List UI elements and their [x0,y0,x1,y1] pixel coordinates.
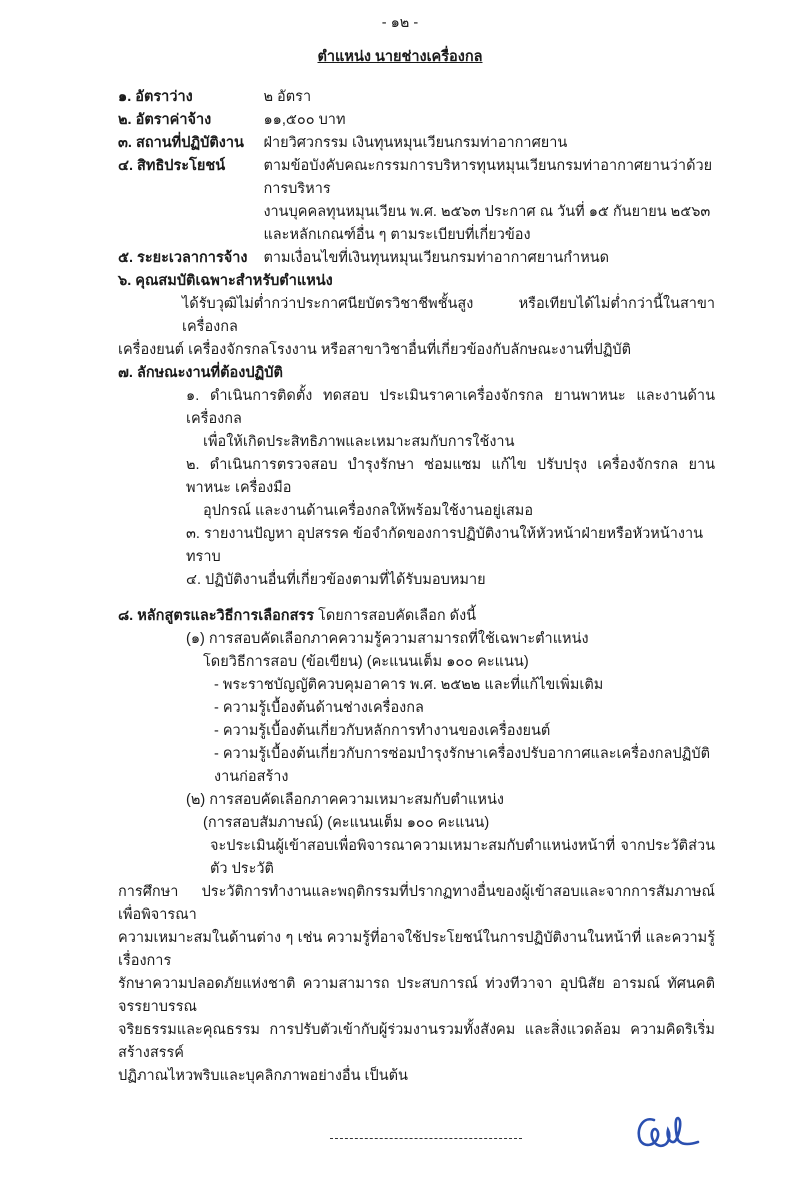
section-heading: ๗. ลักษณะงานที่ต้องปฏิบัติ [118,365,283,381]
page-title: ตำแหน่ง นายช่างเครื่องกล [317,49,483,65]
duty-line: ๒. ดำเนินการตรวจสอบ บำรุงรักษา ซ่อมแซม แก้ไข ปรับปรุง เครื่องจักรกล ยานพาหนะ เครื่องมือ [186,457,715,496]
position-details [118,86,715,270]
exam-topic: - ความรู้เบื้องต้นเกี่ยวกับหลักการทำงานของเครื่องยนต์ [214,723,551,739]
item-value-block [263,155,715,247]
paragraph-line: จริยธรรมและคุณธรรม การปรับตัวเข้ากับผู้ร่วมงานรวมทั้งสังคม และสิ่งแวดล้อม ความคิดริเริ่มสร้างสรรค์ [118,1022,715,1061]
duty-line: เพื่อให้เกิดประสิทธิภาพและเหมาะสมกับการใช้งาน [203,434,515,450]
end-divider [330,1138,522,1139]
paragraph-line: ความเหมาะสมในด้านต่าง ๆ เช่น ความรู้ที่อาจใช้ประโยชน์ในการปฏิบัติงานในหน้าที่ และความรู้เรื่องการ [118,930,715,969]
exam-method: โดยวิธีการสอบ (ข้อเขียน) (คะแนนเต็ม ๑๐๐ คะแนน) [203,654,529,670]
item-value: ตามเงื่อนไขที่เงินทุนหมุนเวียนกรมท่าอากาศยานกำหนด [263,250,610,266]
item-value: งานบุคคลทุนหมุนเวียน พ.ศ. ๒๕๖๓ ประกาศ ณ วันที่ ๑๕ กันยายน ๒๕๖๓ [263,204,711,220]
section8-heading-row [118,605,715,628]
duty-line: ๔. ปฏิบัติงานอื่นที่เกี่ยวข้องตามที่ได้รับมอบหมาย [186,572,486,588]
exam-topic: - พระราชบัญญัติควบคุมอาคาร พ.ศ. ๒๕๒๒ และที่แก้ไขเพิ่มเติม [214,677,604,693]
duty-line: ๑. ดำเนินการติดตั้ง ทดสอบ ประเมินราคาเครื่องจักรกล ยานพาหนะ และงานด้านเครื่องกล [186,388,715,427]
duty-line: อุปกรณ์ และงานด้านเครื่องกลให้พร้อมใช้งานอยู่เสมอ [203,503,534,519]
exam-part-title: (๒) การสอบคัดเลือกภาคความเหมาะสมกับตำแหน่ง [186,792,504,808]
item-value: และหลักเกณฑ์อื่น ๆ ตามระเบียบที่เกี่ยวข้อง [263,227,531,243]
paragraph-line: ได้รับวุฒิไม่ต่ำกว่าประกาศนียบัตรวิชาชีพชั้นสูง หรือเทียบได้ไม่ต่ำกว่านี้ในสาขาเครื่องกล [182,296,715,335]
paragraph-line: จะประเมินผู้เข้าสอบเพื่อพิจารณาความเหมาะสมกับตำแหน่งหน้าที่ จากประวัติส่วนตัว ประวัติ [210,838,715,877]
section-heading: ๘. หลักสูตรและวิธีการเลือกสรร [118,608,314,624]
paragraph-line: เครื่องยนต์ เครื่องจักรกลโรงงาน หรือสาขาวิชาอื่นที่เกี่ยวข้องกับลักษณะงานที่ปฏิบัติ [118,342,632,358]
item-value: ๑๑,๕๐๐ บาท [263,112,346,128]
exam-topic: - ความรู้เบื้องต้นด้านช่างเครื่องกล [214,700,424,716]
exam-topic: - ความรู้เบื้องต้นเกี่ยวกับการซ่อมบำรุงรักษาเครื่องปรับอากาศและเครื่องกลปฏิบัติงานก่อสร้าง [214,746,711,785]
item-label: ๓. สถานที่ปฏิบัติงาน [118,135,244,151]
duty-line: ๓. รายงานปัญหา อุปสรรค ข้อจำกัดของการปฏิบัติงานให้หัวหน้าฝ่ายหรือหัวหน้างานทราบ [186,526,704,565]
item-value: ฝ่ายวิศวกรรม เงินทุนหมุนเวียนกรมท่าอากาศยาน [263,135,568,151]
page-number: - ๑๒ - [381,15,419,31]
item-label: ๑. อัตราว่าง [118,89,193,105]
page-footer [118,1102,715,1162]
paragraph-line: การศึกษา ประวัติการทำงานและพฤติกรรมที่ปรากฏทางอื่นของผู้เข้าสอบและจากการสัมภาษณ์ เพื่อพิจารณา [118,884,715,923]
exam-part-title: (๑) การสอบคัดเลือกภาคความรู้ความสามารถที่ใช้เฉพาะตำแหน่ง [186,631,589,647]
item-label: ๔. สิทธิประโยชน์ [118,158,226,174]
section-heading-suffix: โดยการสอบคัดเลือก ดังนี้ [318,608,477,624]
paragraph-line: รักษาความปลอดภัยแห่งชาติ ความสามารถ ประสบการณ์ ท่วงทีวาจา อุปนิสัย อารมณ์ ทัศนคติ จรรยาบรรณ [118,976,715,1015]
paragraph-line: ปฏิภาณไหวพริบและบุคลิกภาพอย่างอื่น เป็นต้น [118,1068,408,1084]
item-label: ๒. อัตราค่าจ้าง [118,112,212,128]
item-value: ๒ อัตรา [263,89,312,105]
item-value: ตามข้อบังคับคณะกรรมการบริหารทุนหมุนเวียนกรมท่าอากาศยานว่าด้วยการบริหาร [263,158,713,197]
exam-method: (การสอบสัมภาษณ์) (คะแนนเต็ม ๑๐๐ คะแนน) [203,815,490,831]
section-heading: ๖. คุณสมบัติเฉพาะสำหรับตำแหน่ง [118,273,333,289]
signature-initials [632,1110,702,1154]
item-label: ๕. ระยะเวลาการจ้าง [118,250,248,266]
